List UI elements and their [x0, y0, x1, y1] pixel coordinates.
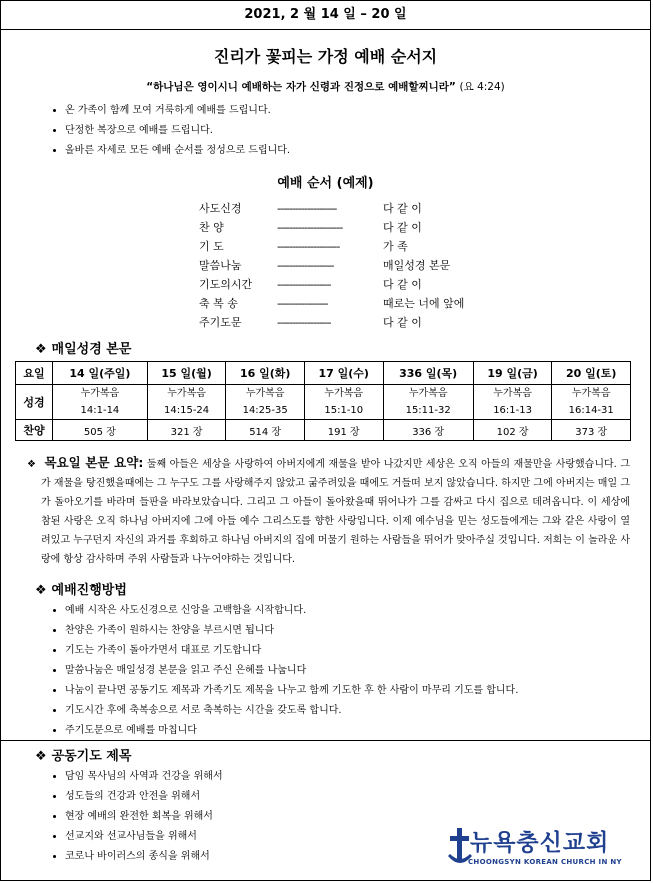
order-name: 축 복 송	[199, 297, 238, 310]
chapter-range: 15:11-32	[405, 405, 451, 416]
day-header: 336 일(목)	[383, 362, 473, 385]
day-header: 14 일(주일)	[53, 362, 148, 385]
summary-paragraph	[27, 453, 630, 569]
chapter-range: 14:15-24	[164, 405, 210, 416]
order-name: 말씀나눔	[199, 259, 242, 272]
day-header: 19 일(금)	[473, 362, 552, 385]
scripture-cell	[552, 385, 631, 420]
order-dashes: ------------------	[277, 316, 331, 329]
prayer-heading-text: 공동기도 제목	[51, 749, 132, 764]
hymn-cell: 505 장	[53, 420, 148, 441]
order-row	[199, 275, 457, 294]
row-label-day: 요일	[16, 362, 53, 385]
chapter-range: 15:1-10	[324, 405, 364, 416]
verse-ref: (요 4:24)	[459, 81, 505, 93]
bible-section-heading	[35, 338, 650, 357]
list-item: • 기도는 가족이 돌아가면서 대표로 기도합니다	[65, 644, 650, 658]
order-dashes: -----------------	[277, 297, 328, 310]
hymn-cell: 373 장	[552, 420, 631, 441]
chapter-range: 14:25-35	[242, 405, 288, 416]
order-dashes: --------------------	[277, 202, 337, 215]
hymn-cell: 514 장	[226, 420, 305, 441]
summary-heading: 목요일 본문 요약:	[44, 455, 144, 470]
chapter-range: 14:1-14	[80, 405, 120, 416]
list-item: • 찬양은 가족이 원하시는 찬양을 부르시면 됩니다	[65, 624, 650, 638]
order-value: 가 족	[383, 240, 408, 253]
list-item: • 올바른 자세로 모든 예배 순서를 정성으로 드립니다.	[65, 144, 650, 158]
intro-bullet-list	[1, 104, 650, 158]
bible-heading-text: 매일성경 본문	[51, 342, 132, 357]
diamond-bullet-icon: ❖	[35, 342, 47, 357]
order-value: 매일성경 본문	[383, 259, 451, 272]
list-item: • 온 가족이 함께 모여 거룩하게 예배를 드립니다.	[65, 104, 650, 118]
table-header-row	[16, 362, 631, 385]
list-item: • 담임 목사님의 사역과 건강을 위해서	[65, 770, 650, 784]
method-heading-text: 예배진행방법	[51, 583, 127, 598]
order-value: 다 같 이	[383, 221, 422, 234]
order-row	[199, 199, 457, 218]
book-name: 누가복음	[408, 388, 448, 399]
order-name: 주기도문	[199, 316, 242, 329]
list-item: • 단정한 복장으로 예배를 드립니다.	[65, 124, 650, 138]
order-dashes: ---------------------	[277, 240, 340, 253]
book-name: 누가복음	[324, 388, 364, 399]
order-dashes: -------------------	[277, 259, 334, 272]
diamond-bullet-icon: ❖	[35, 749, 47, 764]
order-heading: 예배 순서 (예제)	[277, 176, 374, 191]
verse-text: “하나님은 영이시니 예배하는 자가 신령과 진정으로 예배할찌니라”	[146, 81, 456, 93]
order-name: 기도의시간	[199, 278, 253, 291]
order-row	[199, 313, 457, 332]
list-item: • 코로나 바이러스의 종식을 위해서	[65, 850, 650, 864]
list-item: • 현장 예배의 완전한 회복을 위해서	[65, 810, 650, 824]
date-header: 2021, 2 월 14 일 – 20 일	[1, 1, 650, 30]
summary-text: 둘째 아들은 세상을 사랑하여 아버지에게 재물을 받아 나갔지만 세상은 오직 아들의 재물만을 사랑했습니다. 그가 재물을 탕진했을때에는 그 누구도 그를 사랑해주지 않았고 굶주려있을 때에도 거들떠 보지 않았습니다. 하지만 그에 아버지는 매일 그가 돌아오기를 바라며 들판을 바라보았습니다. 그리고 그 아들이 돌아왔을때 뛰어나가 그를 감싸고 다시 집으로 데려옵니다. 이 세상에 참된 사랑은 오직 하나님 아버지에 그에 아들 예수 그리스도를 향한 사랑입니다. 이제 예수님을 믿는 성도들에게는 그와 같은 사랑이 열려있고 누구던지 자신의 과거를 후회하고 하나님 아버지의 집에 머물기 원하는 사람들을 뛰어가 맞아주실 것입니다. 저희는 이 놀라운 사랑에 항상 감사하며 주위 사람들과 나누어야하는 것입니다.	[41, 459, 630, 565]
church-logo	[446, 826, 636, 872]
order-value: 다 같 이	[383, 278, 422, 291]
diamond-bullet-icon: ❖	[35, 583, 47, 598]
table-row	[16, 385, 631, 420]
order-name: 기 도	[199, 240, 224, 253]
scripture-cell	[226, 385, 305, 420]
day-header: 16 일(화)	[226, 362, 305, 385]
order-name: 찬 양	[199, 221, 224, 234]
hymn-cell: 321 장	[147, 420, 226, 441]
list-item: • 주기도문으로 예배를 마칩니다	[65, 724, 650, 738]
order-row	[199, 294, 465, 313]
order-dashes: ----------------------	[277, 221, 343, 234]
day-header: 20 일(토)	[552, 362, 631, 385]
scripture-cell	[473, 385, 552, 420]
list-item: • 예배 시작은 사도신경으로 신앙을 고백함을 시작합니다.	[65, 604, 650, 618]
list-item: • 기도시간 후에 축복송으로 서로 축복하는 시간을 갖도록 합니다.	[65, 704, 650, 718]
hymn-cell: 191 장	[304, 420, 383, 441]
logo-english-name: CHOONGSYN KOREAN CHURCH IN NY	[468, 858, 622, 866]
page-title: 진리가 꽃피는 가정 예배 순서지	[213, 47, 438, 66]
worship-order-list	[199, 199, 465, 332]
book-name: 누가복음	[245, 388, 285, 399]
book-name: 누가복음	[167, 388, 206, 399]
order-name: 사도신경	[199, 202, 242, 215]
day-header: 15 일(월)	[147, 362, 226, 385]
scripture-cell	[147, 385, 226, 420]
order-row	[199, 237, 457, 256]
order-row	[199, 218, 457, 237]
chapter-range: 16:14-31	[568, 405, 614, 416]
order-value: 다 같 이	[383, 316, 422, 329]
list-item: • 나눔이 끝나면 공동기도 제목과 가족기도 제목을 나누고 함께 기도한 후 한 사람이 마무리 기도를 합니다.	[65, 684, 650, 698]
row-label-hymn: 찬양	[16, 420, 53, 441]
order-row	[199, 256, 457, 275]
order-value: 다 같 이	[383, 202, 422, 215]
row-label-scripture: 성경	[16, 385, 53, 420]
diamond-bullet-icon: ❖	[27, 459, 36, 470]
book-name: 누가복음	[493, 388, 532, 399]
list-item: • 성도들의 건강과 안전을 위해서	[65, 790, 650, 804]
bible-reading-table	[15, 361, 631, 441]
chapter-range: 16:1-13	[493, 405, 532, 416]
hymn-cell: 102 장	[473, 420, 552, 441]
method-section-heading	[35, 579, 650, 598]
day-header: 17 일(수)	[304, 362, 383, 385]
logo-korean-name: 뉴욕충신교회	[470, 830, 610, 856]
list-item: • 말씀나눔은 매일성경 본문을 읽고 주신 은혜를 나눕니다	[65, 664, 650, 678]
table-row	[16, 420, 631, 441]
list-item: • 선교지와 선교사님들을 위해서	[65, 830, 650, 844]
book-name: 누가복음	[571, 388, 611, 399]
section-divider	[1, 740, 650, 741]
scripture-cell	[383, 385, 473, 420]
hymn-cell: 336 장	[383, 420, 473, 441]
order-value: 때로는 너에 앞에	[383, 297, 465, 310]
scripture-cell	[53, 385, 148, 420]
method-list	[1, 604, 650, 738]
book-name: 누가복음	[80, 388, 120, 399]
order-dashes: ------------------	[277, 278, 331, 291]
scripture-cell	[304, 385, 383, 420]
prayer-section-heading	[35, 745, 650, 764]
verse-line	[1, 79, 650, 94]
